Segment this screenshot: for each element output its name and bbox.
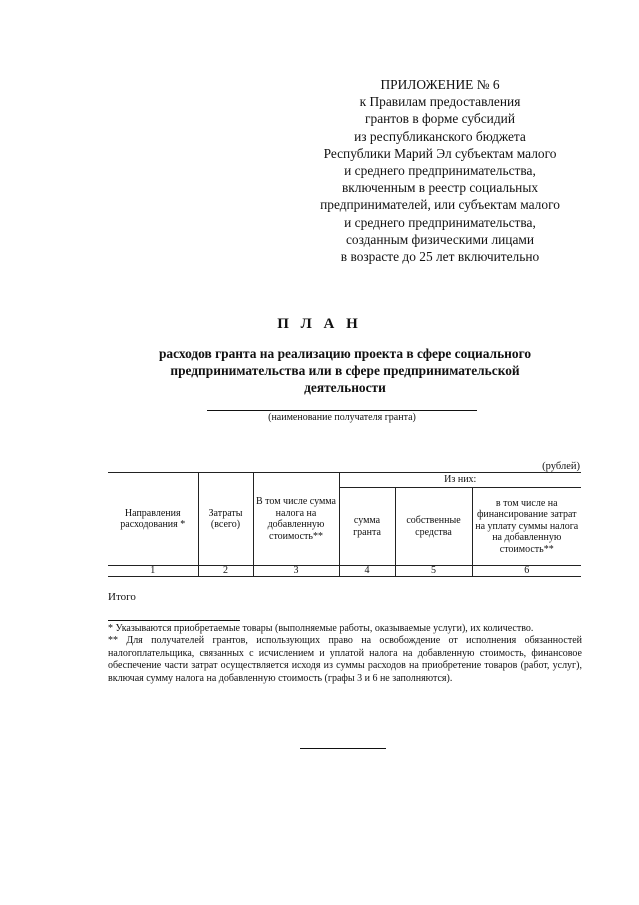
appendix-line: к Правилам предоставления bbox=[359, 94, 521, 110]
footnote: * Указываются приобретаемые товары (выполняемые работы, оказываемые услуги), их количество. bbox=[108, 623, 534, 634]
header-cell: Направления расходования * bbox=[108, 473, 198, 566]
appendix-line: Республики Марий Эл субъектам малого bbox=[323, 145, 557, 161]
appendix-line: предпринимателей, или субъектам малого bbox=[320, 197, 560, 213]
recipient-name-line bbox=[207, 410, 477, 411]
recipient-caption: (наименование получателя гранта) bbox=[268, 412, 416, 423]
appendix-line: ПРИЛОЖЕНИЕ № 6 bbox=[380, 77, 500, 92]
group-header-cell: Из них: bbox=[339, 473, 581, 488]
appendix-line: созданным физическими лицами bbox=[345, 231, 535, 247]
appendix-line: из республиканского бюджета bbox=[354, 128, 526, 144]
plan-subtitle-line: расходов гранта на реализацию проекта в сфере социального bbox=[158, 346, 532, 361]
header-cell: В том числе сумма налога на добавленную стоимость** bbox=[253, 473, 339, 566]
column-number-cell: 5 bbox=[395, 566, 472, 577]
total-label: Итого bbox=[108, 591, 136, 603]
appendix-line: и среднего предпринимательства, bbox=[344, 163, 536, 179]
footnote-separator bbox=[108, 620, 240, 621]
appendix-line: включенным в реестр социальных bbox=[341, 180, 539, 196]
plan-title: П Л А Н bbox=[277, 316, 362, 332]
appendix-line: и среднего предпринимательства, bbox=[344, 214, 536, 230]
header-cell: в том числе на финансирование затрат на уплату суммы налога на добавленную стоимость** bbox=[472, 488, 581, 566]
footnotes bbox=[108, 623, 582, 685]
appendix-line: грантов в форме субсидий bbox=[365, 111, 515, 127]
column-number-cell: 6 bbox=[472, 566, 581, 577]
expense-plan-table bbox=[108, 472, 581, 577]
appendix-line: в возрасте до 25 лет включительно bbox=[340, 249, 540, 265]
column-number-cell: 4 bbox=[339, 566, 395, 577]
currency-unit: (рублей) bbox=[542, 461, 580, 472]
column-number-cell: 3 bbox=[253, 566, 339, 577]
appendix-heading bbox=[290, 76, 590, 265]
header-cell: Затраты (всего) bbox=[198, 473, 253, 566]
plan-subtitle-line: деятельности bbox=[304, 380, 386, 395]
plan-subtitle-line: предпринимательства или в сфере предпринимательской bbox=[170, 363, 520, 378]
header-cell: собственные средства bbox=[395, 488, 472, 566]
plan-subtitle bbox=[90, 345, 600, 396]
closing-rule bbox=[300, 748, 386, 749]
column-number-cell: 2 bbox=[198, 566, 253, 577]
column-number-cell: 1 bbox=[108, 566, 198, 577]
header-cell: сумма гранта bbox=[339, 488, 395, 566]
footnote: ** Для получателей грантов, использующих право на освобождение от исполнения обязанностей налогоплательщика, связанных с исчислением и уплатой налога на добавленную стоимость, финансовое обеспечение части затрат осуществляется исходя из суммы расходов на приобретение товаров (работ, услуг), включая сумму налога на добавленную стоимость (графы 3 и 6 не заполняются). bbox=[108, 635, 582, 684]
